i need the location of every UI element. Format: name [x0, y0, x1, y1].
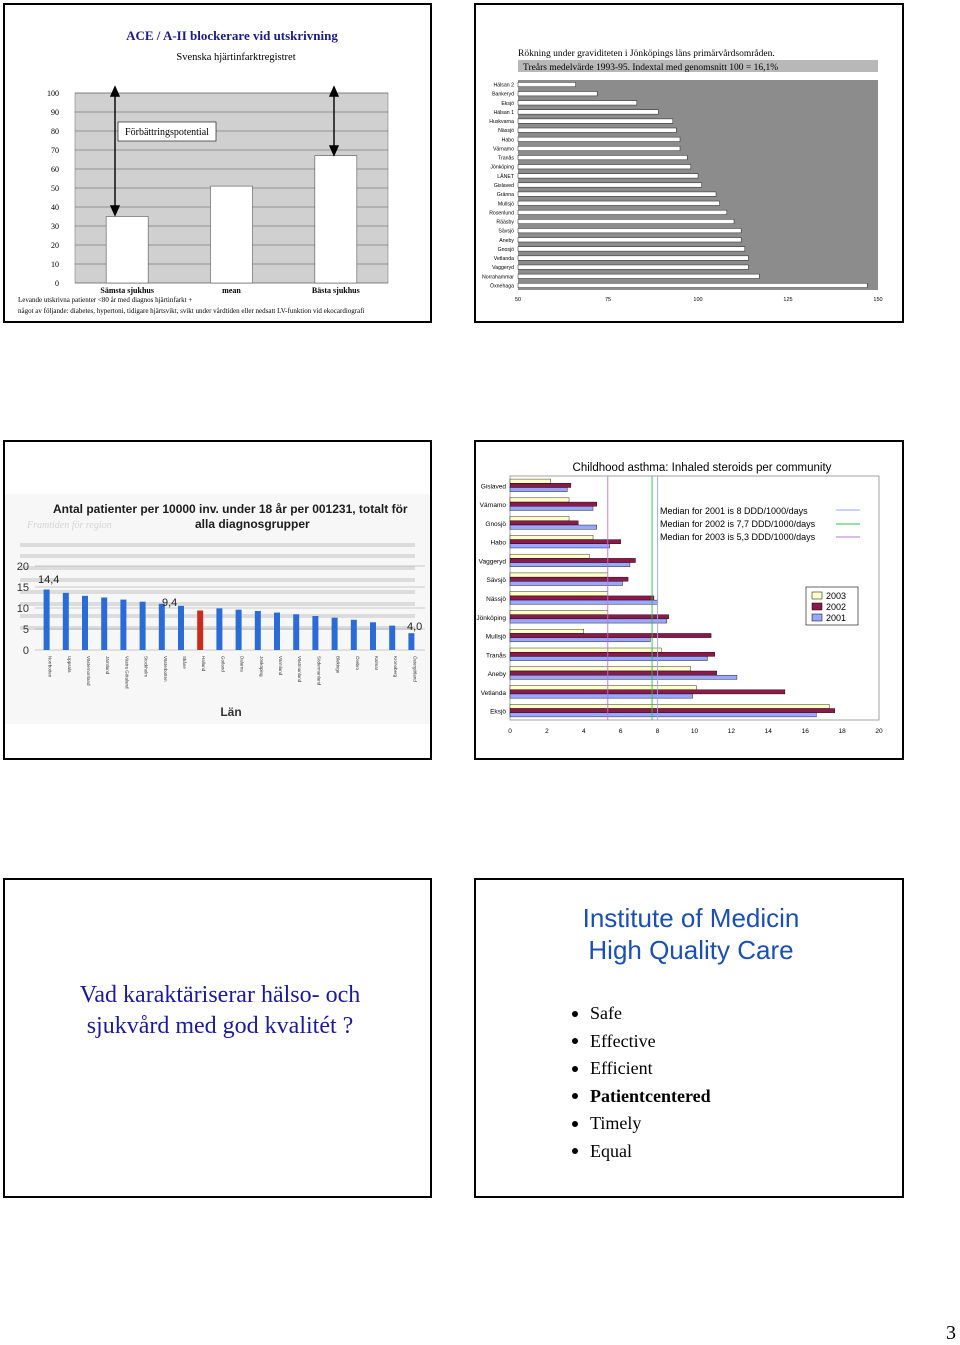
x-tick-labels — [515, 297, 883, 303]
annotation-text: Förbättringspotential — [125, 127, 209, 138]
bar — [510, 713, 816, 717]
bar — [510, 671, 717, 675]
x-tick-label: Sämsta sjukhus — [100, 286, 154, 295]
county-label: Halland — [201, 656, 207, 672]
bar — [510, 675, 737, 679]
bar — [510, 498, 569, 502]
county-label: Jämtland — [105, 656, 111, 675]
asthma-chart — [476, 442, 902, 758]
category-label: Jönköping — [490, 164, 514, 171]
y-tick-label: 0 — [55, 279, 59, 288]
y-tick-label: 70 — [51, 146, 59, 155]
bar — [510, 596, 654, 600]
county-label: Västerbotten — [162, 656, 168, 682]
bar — [510, 540, 621, 544]
county-label: Jönköping — [258, 656, 264, 677]
bar — [332, 618, 338, 650]
bar — [293, 614, 299, 650]
category-label: Gnosjö — [497, 246, 514, 253]
arrow-left-head-up — [111, 87, 119, 96]
category-label: Rosenlund — [489, 210, 514, 217]
bar — [44, 590, 50, 650]
county-label: Uppsala — [66, 656, 72, 673]
bullet-icon — [572, 1093, 578, 1099]
bar — [197, 611, 203, 650]
county-label: Örebro — [354, 656, 360, 671]
list-item — [572, 1110, 711, 1138]
county-label: Västmanland — [297, 656, 303, 683]
bar — [518, 82, 576, 86]
bar — [518, 192, 716, 196]
x-tick-label: 8 — [655, 728, 660, 735]
x-tick-label: 20 — [875, 728, 883, 735]
bar — [510, 581, 623, 585]
category-label: Rääsby — [496, 219, 514, 226]
bar — [351, 620, 357, 650]
y-tick-label: 20 — [51, 241, 59, 250]
list-item-text: Equal — [590, 1140, 632, 1161]
x-tick-label: 0 — [508, 728, 512, 735]
county-label: Norrbotten — [47, 656, 53, 678]
county-label: Västra Götaland — [124, 656, 130, 689]
bar — [518, 119, 673, 123]
bar — [510, 690, 785, 694]
category-label: Bankeryd — [492, 91, 514, 98]
footnote-line2: något av följande: diabetes, hypertoni, tidigare hjärtsvikt, svikt under vårdtiden eller nedsatt LV-funktion vid ekocardiografi — [18, 307, 365, 315]
bar — [518, 265, 748, 269]
bar — [510, 479, 551, 483]
x-tick-label: 4 — [581, 728, 586, 735]
county-label: Värmland — [278, 656, 283, 676]
bar — [389, 626, 395, 650]
y-tick-label: 5 — [22, 624, 29, 636]
x-tick-label: mean — [222, 286, 241, 295]
category-label: Vaggeryd — [478, 558, 506, 566]
category-labels — [482, 83, 515, 290]
category-label: Hälsan 1 — [493, 109, 514, 116]
category-label: Huskvarna — [489, 119, 514, 126]
slide-subtitle: Svenska hjärtinfarktregistret — [176, 52, 296, 63]
arrow-right-head-up — [330, 87, 338, 96]
bar — [518, 128, 676, 132]
category-label: Öxnehaga — [490, 283, 514, 290]
category-label: Habo — [501, 137, 514, 144]
category-label: Gislaved — [493, 183, 514, 189]
y-tick-label: 20 — [16, 561, 29, 573]
category-label: Hälsan 2 — [493, 82, 514, 89]
bar — [370, 622, 376, 650]
county-label: Östergötland — [412, 656, 418, 682]
category-label: Aneby — [499, 237, 514, 244]
bar — [510, 563, 630, 567]
bar — [510, 619, 667, 623]
bar — [518, 228, 741, 232]
x-tick-label: 50 — [514, 297, 522, 303]
county-label: Stockholm — [143, 656, 149, 678]
bar — [510, 656, 707, 660]
bar — [510, 535, 593, 539]
bar — [510, 704, 829, 708]
bar — [518, 219, 734, 223]
category-label: Habo — [490, 539, 506, 547]
bullet-icon — [572, 1121, 578, 1127]
legend-swatch-2003 — [812, 592, 822, 599]
list-item — [572, 1028, 711, 1056]
bar — [510, 483, 571, 487]
x-tick-labels — [100, 286, 359, 295]
bar — [510, 592, 608, 596]
question-text — [25, 980, 415, 1042]
bar — [510, 629, 584, 633]
category-label: Mullsjö — [497, 201, 514, 208]
bar — [101, 598, 107, 651]
bar — [106, 217, 148, 284]
scan-title-line1: Antal patienter per 10000 inv. under 18 år per 001231, totalt för — [53, 502, 408, 516]
slide-patients-per-county — [3, 440, 432, 760]
list-item-text: Effective — [590, 1030, 656, 1051]
bar — [255, 611, 261, 650]
category-label: Tranås — [498, 155, 514, 162]
category-label: Nässjö — [498, 128, 514, 135]
bar — [312, 616, 318, 650]
bar — [140, 602, 146, 650]
bar — [510, 487, 567, 491]
slide-childhood-asthma — [474, 440, 904, 760]
y-tick-label: 0 — [22, 645, 29, 657]
list-item — [572, 1055, 711, 1083]
bar — [518, 165, 691, 169]
slide-smoking-pregnancy — [474, 3, 904, 323]
y-tick-label: 30 — [51, 222, 59, 231]
category-label: Gislaved — [480, 483, 506, 491]
bar — [211, 186, 253, 283]
bar — [236, 610, 242, 650]
bar — [510, 544, 610, 548]
category-label: LÄNET — [497, 173, 514, 180]
bar — [510, 648, 661, 652]
bullet-icon — [572, 1066, 578, 1072]
bar — [518, 247, 745, 251]
category-label: Gnosjö — [485, 520, 506, 528]
category-label: Norrahammar — [482, 274, 514, 281]
county-label: Västernorrland — [86, 656, 91, 686]
bar — [518, 283, 867, 287]
list-item-text: Patientcentered — [590, 1085, 711, 1106]
list-item — [572, 1138, 711, 1166]
title-line1: Institute of Medicin — [582, 903, 800, 933]
title-line2: High Quality Care — [588, 935, 794, 965]
x-tick-label: 75 — [604, 297, 612, 303]
x-tick-label: 6 — [618, 728, 623, 735]
bar — [510, 709, 835, 713]
x-tick-label: 125 — [783, 297, 793, 303]
bar — [408, 633, 414, 650]
bar — [510, 638, 650, 642]
list-item — [572, 1000, 711, 1028]
bar — [315, 156, 357, 283]
bar — [518, 91, 597, 95]
x-tick-label: 2 — [545, 728, 549, 735]
bar — [518, 210, 727, 214]
county-label: Skåne — [182, 656, 187, 669]
list-item-text: Efficient — [590, 1058, 653, 1079]
y-tick-label: 100 — [47, 89, 59, 98]
y-tick-label: 10 — [51, 260, 59, 269]
bullet-icon — [572, 1038, 578, 1044]
bar — [510, 667, 691, 671]
county-chart — [5, 442, 430, 758]
question-line2: sjukvård med god kvalitét ? — [86, 1013, 354, 1039]
x-tick-label: Bästa sjukhus — [311, 286, 360, 295]
scan-subtitle: Framtiden för region — [27, 520, 112, 531]
bar — [518, 201, 720, 205]
bar — [82, 596, 88, 650]
y-tick-label: 40 — [51, 203, 59, 212]
slide-ace-blockers — [3, 3, 432, 323]
category-label: Vaggeryd — [492, 265, 514, 272]
category-label: Tranås — [486, 652, 506, 660]
bar — [518, 183, 702, 187]
x-axis-label: Län — [220, 705, 242, 719]
x-tick-label: 16 — [801, 728, 809, 735]
bar — [518, 274, 759, 278]
x-tick-label: 18 — [838, 728, 846, 735]
bar — [510, 610, 608, 614]
value-label-min: 4,0 — [407, 621, 423, 633]
category-label: Nässjö — [486, 596, 506, 603]
legend-2003: 2003 — [826, 591, 847, 601]
bar — [518, 174, 698, 178]
y-tick-label: 50 — [51, 184, 59, 193]
bar — [510, 573, 608, 577]
slide-title: ACE / A-II blockerare vid utskrivning — [126, 28, 338, 43]
category-label: Sävsjö — [486, 577, 506, 585]
slide-title-line2: Treårs medelvärde 1993-95. Indextal med genomsnitt 100 = 16,1% — [523, 63, 779, 73]
category-label: Vetlanda — [493, 256, 514, 263]
bar — [274, 613, 280, 650]
quality-list — [572, 1000, 711, 1165]
median-2003: Median for 2003 is 5,3 DDD/1000/days — [660, 532, 816, 542]
category-label: Vetlanda — [480, 689, 506, 697]
bar — [510, 558, 635, 562]
ace-chart — [5, 5, 430, 321]
bar — [510, 521, 578, 525]
bar — [510, 502, 597, 506]
bullet-icon — [572, 1011, 578, 1017]
value-label-max: 14,4 — [38, 574, 60, 586]
bullet-icon — [572, 1148, 578, 1154]
legend-2001: 2001 — [826, 613, 847, 623]
y-tick-label: 15 — [16, 582, 29, 594]
bar — [510, 506, 593, 510]
bar — [510, 554, 589, 558]
y-tick-label: 60 — [51, 165, 59, 174]
bar — [510, 694, 693, 698]
legend-2002: 2002 — [826, 602, 847, 612]
y-tick-labels — [47, 89, 59, 288]
legend-swatch-2002 — [812, 603, 822, 610]
x-tick-label: 150 — [873, 297, 883, 303]
category-label: Värnamo — [492, 146, 514, 153]
bar — [159, 604, 165, 650]
bar — [518, 238, 741, 242]
x-tick-label: 100 — [693, 297, 703, 303]
list-item — [572, 1083, 711, 1111]
bar — [216, 608, 222, 650]
slide-quality-question — [3, 878, 432, 1198]
bar — [510, 600, 658, 604]
county-label: Dalarna — [239, 656, 245, 672]
page-number: 3 — [946, 1322, 956, 1344]
x-tick-labels — [508, 728, 883, 735]
slide-iom-quality — [474, 878, 904, 1198]
x-tick-label: 10 — [690, 728, 699, 735]
county-label: Gotland — [220, 656, 226, 672]
list-item-text: Timely — [590, 1113, 642, 1134]
question-line1: Vad karaktäriserar hälso- och — [79, 982, 361, 1008]
slide-title-line1: Rökning under graviditeten i Jönköpings läns primärvårdsområden. — [518, 49, 775, 59]
category-label: Gränna — [496, 192, 514, 199]
median-2001: Median for 2001 is 8 DDD/1000/days — [660, 506, 808, 516]
category-label: Jönköping — [476, 614, 506, 622]
bar — [510, 686, 696, 690]
x-tick-label: 14 — [764, 728, 772, 735]
bar — [510, 525, 597, 529]
category-label: Värnamo — [479, 502, 506, 510]
category-label: Aneby — [487, 671, 506, 679]
bar — [518, 137, 680, 141]
y-tick-label: 90 — [51, 108, 59, 117]
bar — [63, 593, 69, 650]
county-label: Blekinge — [335, 656, 341, 674]
scan-title-line2: alla diagnosgrupper — [195, 517, 310, 531]
bar — [510, 652, 715, 656]
category-label: Mullsjö — [485, 633, 506, 641]
county-label: Södermanland — [316, 656, 322, 686]
bar — [518, 101, 637, 105]
bar — [510, 577, 628, 581]
category-labels — [476, 483, 506, 715]
category-label: Eksjö — [501, 100, 514, 107]
footnote-line1: Levande utskrivna patienter <80 år med diagnos hjärtinfarkt + — [18, 296, 193, 304]
bar — [518, 146, 680, 150]
bar — [510, 615, 669, 619]
bar — [510, 517, 569, 521]
category-label: Eksjö — [490, 708, 506, 716]
bar — [120, 600, 126, 650]
category-label: Sävsjö — [498, 228, 514, 235]
x-tick-label: 12 — [727, 728, 736, 735]
legend-swatch-2001 — [812, 614, 822, 621]
smoking-chart — [476, 5, 902, 321]
county-label: Kronoberg — [393, 656, 399, 678]
list-item-text: Safe — [590, 1003, 622, 1024]
bar — [518, 256, 748, 260]
bar — [518, 155, 687, 159]
bar — [518, 110, 658, 114]
y-tick-label: 10 — [16, 603, 29, 615]
bar — [178, 606, 184, 650]
median-2002: Median for 2002 is 7,7 DDD/1000/days — [660, 519, 816, 529]
value-label-highlight: 9,4 — [162, 597, 178, 609]
y-tick-label: 80 — [51, 127, 59, 136]
bar — [510, 633, 711, 637]
slide-title: Childhood asthma: Inhaled steroids per community — [572, 462, 832, 474]
county-label: Kalmar — [374, 656, 379, 671]
slide-title — [476, 902, 904, 966]
